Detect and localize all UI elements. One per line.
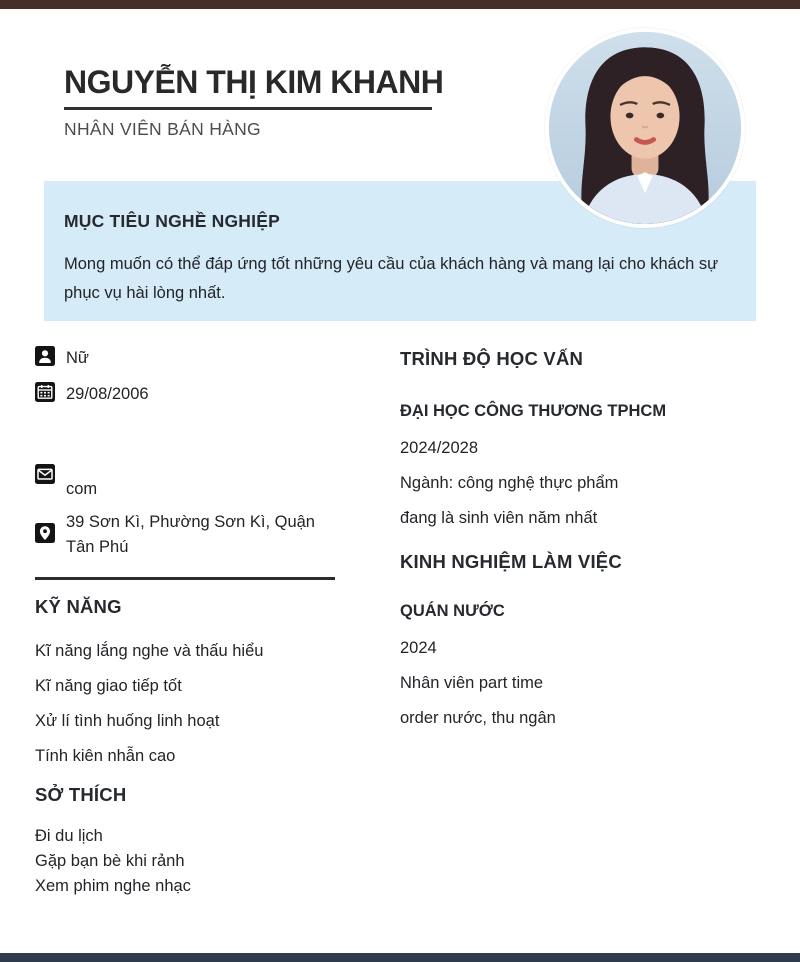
location-icon	[35, 523, 55, 543]
skill-item: Kĩ năng giao tiếp tốt	[35, 677, 182, 695]
info-row-gender	[35, 346, 89, 371]
hobbies-section	[35, 785, 345, 896]
address-value: 39 Sơn Kì, Phường Sơn Kì, Quận Tân Phú	[66, 513, 315, 556]
experience-duties: order nước, thu ngân	[400, 709, 556, 727]
gender-value: Nữ	[66, 349, 89, 367]
right-column	[400, 349, 770, 728]
job-title: NHÂN VIÊN BÁN HÀNG	[64, 119, 261, 139]
objective-heading: MỤC TIÊU NGHỀ NGHIỆP	[64, 211, 280, 231]
education-school: ĐẠI HỌC CÔNG THƯƠNG TPHCM	[400, 402, 667, 420]
hobby-item: Gặp bạn bè khi rảnh	[35, 852, 185, 870]
education-note: đang là sinh viên năm nhất	[400, 509, 598, 527]
experience-employer: QUÁN NƯỚC	[400, 602, 505, 620]
skill-item: Tính kiên nhẫn cao	[35, 747, 176, 765]
bottom-accent-bar	[0, 953, 800, 962]
email-value: com	[66, 480, 98, 498]
education-major: Ngành: công nghệ thực phẩm	[400, 474, 619, 492]
calendar-icon	[35, 382, 55, 402]
email-icon	[35, 464, 55, 484]
skill-item: Kĩ năng lắng nghe và thấu hiểu	[35, 642, 264, 660]
hobby-item: Xem phim nghe nhạc	[35, 877, 191, 895]
left-column-divider	[35, 577, 335, 580]
top-accent-bar	[0, 0, 800, 9]
info-row-dob	[35, 382, 149, 407]
experience-role: Nhân viên part time	[400, 674, 544, 692]
skills-section	[35, 597, 345, 766]
person-icon	[35, 346, 55, 366]
education-heading: TRÌNH ĐỘ HỌC VẤN	[400, 348, 584, 369]
info-row-address	[35, 510, 326, 560]
hobbies-heading: SỞ THÍCH	[35, 784, 127, 805]
profile-photo	[545, 28, 745, 228]
dob-value: 29/08/2006	[66, 385, 149, 403]
skills-heading: KỸ NĂNG	[35, 596, 122, 617]
info-row-email	[35, 464, 97, 502]
portrait-photo-placeholder	[549, 32, 741, 224]
experience-period: 2024	[400, 639, 437, 657]
candidate-name: NGUYỄN THỊ KIM KHANH	[64, 64, 444, 100]
objective-text: Mong muốn có thể đáp ứng tốt những yêu cầu của khách hàng và mang lại cho khách sự phục vụ hài lòng nhất.	[64, 255, 719, 302]
skill-item: Xử lí tình huống linh hoạt	[35, 712, 220, 730]
name-underline	[64, 107, 432, 110]
experience-heading: KINH NGHIỆM LÀM VIỆC	[400, 551, 622, 572]
hobby-item: Đi du lịch	[35, 827, 103, 845]
education-period: 2024/2028	[400, 439, 478, 457]
